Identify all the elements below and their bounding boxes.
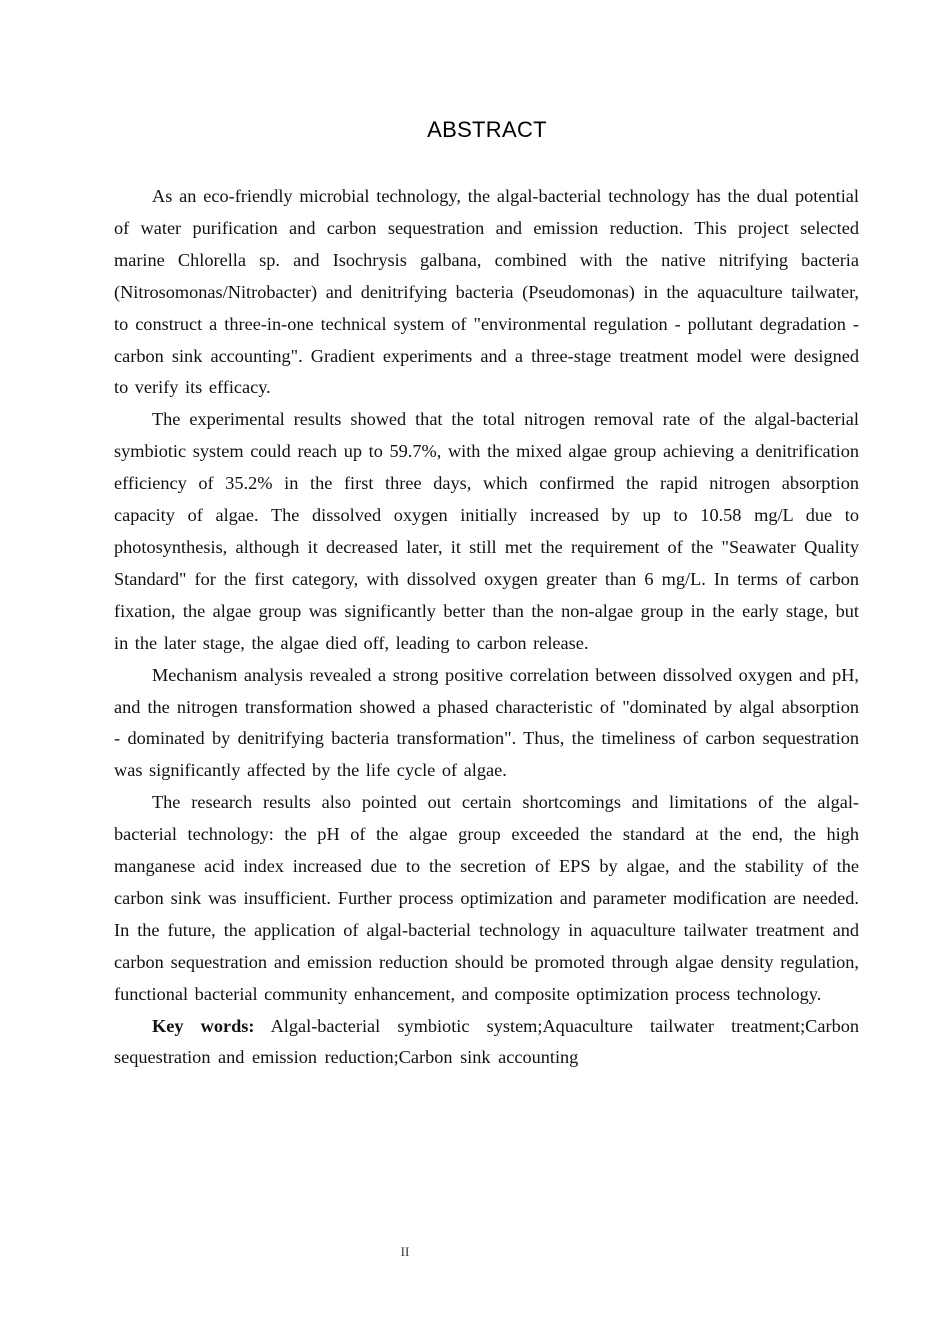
keywords-line: [114, 1011, 859, 1075]
abstract-title: ABSTRACT: [427, 117, 547, 142]
abstract-paragraph-4: The research results also pointed out certain shortcomings and limitations of the algal-bacterial technology: the pH of the algae group exceeded the standard at the end, the high manganese acid index increased due to the secretion of EPS by algae, and the stability of the carbon sink was insufficient. Further process optimization and parameter modification are needed. In the future, the application of algal-bacterial technology in aquaculture tailwater treatment and carbon sequestration and emission reduction should be promoted through algae density regulation, functional bacterial community enhancement, and composite optimization process technology.: [114, 792, 859, 1004]
abstract-paragraph-3: Mechanism analysis revealed a strong positive correlation between dissolved oxygen and pH, and the nitrogen transformation showed a phased characteristic of "dominated by algal absorption - dominated by denitrifying bacteria transformation". Thus, the timeliness of carbon sequestration was significantly affected by the life cycle of algae.: [114, 664, 859, 781]
abstract-paragraph-2: The experimental results showed that the total nitrogen removal rate of the algal-bacterial symbiotic system could reach up to 59.7%, with the mixed algae group achieving a denitrification efficiency of 35.2% in the first three days, which confirmed the rapid nitrogen absorption capacity of algae. The dissolved oxygen initially increased by up to 10.58 mg/L due to photosynthesis, although it decreased later, it still met the requirement of the "Seawater Quality Standard" for the first category, with dissolved oxygen greater than 6 mg/L. In terms of carbon fixation, the algae group was significantly better than the non-algae group in the early stage, but in the later stage, the algae died off, leading to carbon release.: [114, 409, 859, 653]
abstract-paragraph-1: As an eco-friendly microbial technology, the algal-bacterial technology has the dual potential of water purification and carbon sequestration and emission reduction. This project selected marine Chlorella sp. and Isochrysis galbana, combined with the native nitrifying bacteria (Nitrosomonas/Nitrobacter) and denitrifying bacteria (Pseudomonas) in the aquaculture tailwater, to construct a three-in-one technical system of "environmental regulation - pollutant degradation - carbon sink accounting". Gradient experiments and a three-stage treatment model were designed to verify its efficacy.: [114, 186, 859, 398]
page-number: II: [400, 1244, 410, 1259]
abstract-body: [114, 181, 859, 1074]
keywords-text: Algal-bacterial symbiotic system;Aquaculture tailwater treatment;Carbon sequestration and emission reduction;Carbon sink accounting: [114, 1015, 859, 1068]
keywords-label: Key words:: [152, 1015, 255, 1036]
